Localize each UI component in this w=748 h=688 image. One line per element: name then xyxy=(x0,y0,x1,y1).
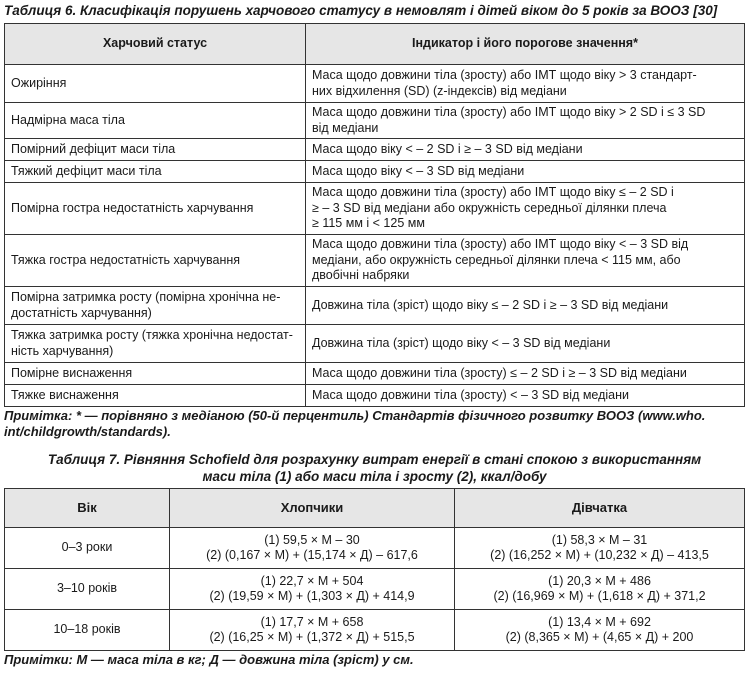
table7-cell-boys: (1) 59,5 × М – 30 (2) (0,167 × М) + (15,174 × Д) – 617,6 xyxy=(170,528,455,569)
table7-cell-boys: (1) 17,7 × М + 658 (2) (16,25 × М) + (1,372 × Д) + 515,5 xyxy=(170,610,455,651)
table6-cell-status: Тяжка гостра недостатність харчування xyxy=(5,235,306,287)
table6-cell-indicator: Довжина тіла (зріст) щодо віку < – 3 SD від медіани xyxy=(306,325,745,363)
table7-caption-line2: маси тіла (1) або маси тіла і зросту (2), ккал/добу xyxy=(202,469,547,484)
table6-header-row xyxy=(5,24,745,65)
table6-row xyxy=(5,325,745,363)
table6-header-status: Харчовий статус xyxy=(5,24,306,65)
table6-cell-indicator: Маса щодо довжини тіла (зросту) або ІМТ щодо віку ≤ – 2 SD і ≥ – 3 SD від медіани або окружність середньої ділянки плеча ≥ 115 мм і < 125 мм xyxy=(306,183,745,235)
table6-row xyxy=(5,183,745,235)
table6-row xyxy=(5,139,745,161)
document-page xyxy=(4,2,745,668)
table6-cell-indicator: Маса щодо довжини тіла (зросту) або ІМТ щодо віку < – 3 SD від медіани, або окружність середньої ділянки плеча < 115 мм, або двобічні набряки xyxy=(306,235,745,287)
table7-cell-girls: (1) 13,4 × М + 692 (2) (8,365 × М) + (4,65 × Д) + 200 xyxy=(455,610,745,651)
table7-cell-boys: (1) 22,7 × М + 504 (2) (19,59 × М) + (1,303 × Д) + 414,9 xyxy=(170,569,455,610)
table7-row xyxy=(5,610,745,651)
table7-cell-age: 10–18 років xyxy=(5,610,170,651)
table6-row xyxy=(5,287,745,325)
table6-cell-indicator: Маса щодо віку < – 2 SD і ≥ – 3 SD від медіани xyxy=(306,139,745,161)
table6-cell-indicator: Маса щодо довжини тіла (зросту) ≤ – 2 SD і ≥ – 3 SD від медіани xyxy=(306,363,745,385)
table6-row xyxy=(5,103,745,139)
table6-cell-indicator: Маса щодо довжини тіла (зросту) або ІМТ щодо віку > 2 SD і ≤ 3 SD від медіани xyxy=(306,103,745,139)
table6-cell-status: Помірна затримка росту (помірна хронічна не- достатність харчування) xyxy=(5,287,306,325)
table7-note: Примітки: М — маса тіла в кг; Д — довжина тіла (зріст) у см. xyxy=(4,652,414,667)
table6-caption: Таблиця 6. Класифікація порушень харчового статусу в немовлят і дітей віком до 5 років за ВООЗ [30] xyxy=(4,3,718,18)
table6-header-indicator: Індикатор і його порогове значення* xyxy=(306,24,745,65)
table6-cell-indicator: Довжина тіла (зріст) щодо віку ≤ – 2 SD і ≥ – 3 SD від медіани xyxy=(306,287,745,325)
table6-cell-status: Тяжке виснаження xyxy=(5,385,306,407)
table6-cell-status: Помірне виснаження xyxy=(5,363,306,385)
table7-row xyxy=(5,569,745,610)
table7-header-row xyxy=(5,489,745,528)
table6-note: Примітка: * — порівняно з медіаною (50-й перцентиль) Стандартів фізичного розвитку ВООЗ (www.who. int/childgrowth/standards). xyxy=(4,408,706,439)
table6-row xyxy=(5,363,745,385)
table7-caption-line1: Таблиця 7. Рівняння Schofield для розрахунку витрат енергії в стані спокою з використанням xyxy=(47,452,702,467)
table6-row xyxy=(5,235,745,287)
table6-cell-status: Помірна гостра недостатність харчування xyxy=(5,183,306,235)
table7-cell-age: 3–10 років xyxy=(5,569,170,610)
table6 xyxy=(4,23,745,407)
table6-cell-indicator: Маса щодо довжини тіла (зросту) або ІМТ щодо віку > 3 стандарт- них відхилення (SD) (z-індексів) від медіани xyxy=(306,65,745,103)
table6-row xyxy=(5,65,745,103)
table6-cell-status: Ожиріння xyxy=(5,65,306,103)
table6-cell-indicator: Маса щодо довжини тіла (зросту) < – 3 SD від медіани xyxy=(306,385,745,407)
table6-cell-status: Надмірна маса тіла xyxy=(5,103,306,139)
table7-cell-age: 0–3 роки xyxy=(5,528,170,569)
table6-cell-status: Помірний дефіцит маси тіла xyxy=(5,139,306,161)
table7-header-boys: Хлопчики xyxy=(170,489,455,528)
table7-cell-girls: (1) 20,3 × М + 486 (2) (16,969 × М) + (1,618 × Д) + 371,2 xyxy=(455,569,745,610)
table7-row xyxy=(5,528,745,569)
table7-body xyxy=(5,528,745,651)
table6-body xyxy=(5,65,745,407)
table6-cell-status: Тяжкий дефіцит маси тіла xyxy=(5,161,306,183)
table7-header-age: Вік xyxy=(5,489,170,528)
table6-row xyxy=(5,385,745,407)
table6-cell-status: Тяжка затримка росту (тяжка хронічна недостат- ність харчування) xyxy=(5,325,306,363)
table7 xyxy=(4,488,745,651)
table6-row xyxy=(5,161,745,183)
table6-cell-indicator: Маса щодо віку < – 3 SD від медіани xyxy=(306,161,745,183)
table7-cell-girls: (1) 58,3 × М – 31 (2) (16,252 × М) + (10,232 × Д) – 413,5 xyxy=(455,528,745,569)
table7-header-girls: Дівчатка xyxy=(455,489,745,528)
